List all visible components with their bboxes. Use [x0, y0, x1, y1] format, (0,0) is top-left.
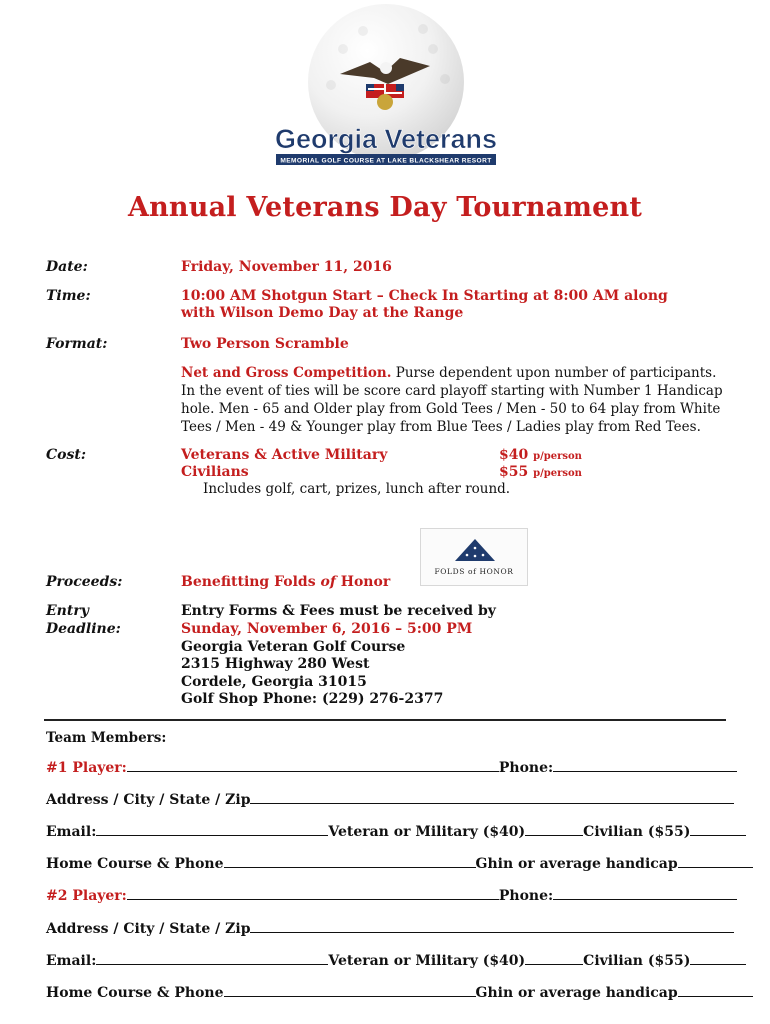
player-2-home-row	[46, 984, 753, 1001]
player-1-email-field[interactable]	[96, 823, 328, 836]
player-1-row	[46, 759, 737, 776]
player-2-ghin-field[interactable]	[678, 984, 753, 997]
player-2-veteran-field[interactable]	[525, 952, 583, 965]
divider	[44, 719, 726, 721]
player-2-veteran-label: Veteran or Military ($40)	[328, 953, 526, 969]
player-2-home-field[interactable]	[224, 984, 476, 997]
logo-subtitle: MEMORIAL GOLF COURSE AT LAKE BLACKSHEAR RESORT	[280, 157, 492, 165]
date-label: Date:	[46, 259, 88, 275]
folds-of-honor-caption: FOLDS of HONOR	[434, 567, 514, 576]
folds-of-honor-logo	[420, 528, 528, 586]
cost-veterans-amount: $40	[499, 447, 529, 463]
player-2-ghin-label: Ghin or average handicap	[475, 985, 678, 1001]
player-1-email-label: Email:	[46, 824, 97, 840]
player-1-home-label: Home Course & Phone	[46, 856, 224, 872]
time-line-1: 10:00 AM Shotgun Start – Check In Starting at 8:00 AM along	[181, 288, 668, 304]
page-title: Annual Veterans Day Tournament	[127, 192, 643, 223]
proceeds-italic: of	[320, 574, 336, 590]
player-1-name-field[interactable]	[127, 759, 499, 772]
cost-veterans-unit: p/person	[533, 451, 582, 462]
cost-civilians-amount: $55	[499, 464, 529, 480]
logo-title: Georgia Veterans	[274, 124, 498, 154]
eagle-flag-emblem-icon	[330, 44, 440, 124]
player-1-email-row	[46, 823, 746, 840]
entry-phone: Golf Shop Phone: (229) 276-2377	[181, 691, 444, 707]
player-1-veteran-field[interactable]	[525, 823, 583, 836]
player-1-civilian-label: Civilian ($55)	[583, 824, 691, 840]
player-2-email-label: Email:	[46, 953, 97, 969]
entry-label-2: Deadline:	[46, 621, 121, 637]
proceeds-pre: Benefitting Folds	[181, 574, 321, 590]
flag-triangle-icon	[421, 529, 529, 565]
cost-civilians-price	[499, 464, 582, 480]
player-2-phone-field[interactable]	[553, 887, 737, 900]
entry-course-name: Georgia Veteran Golf Course	[181, 639, 406, 655]
team-members-heading: Team Members:	[46, 730, 167, 746]
entry-city: Cordele, Georgia 31015	[181, 674, 367, 690]
player-1-address-label: Address / City / State / Zip	[46, 792, 251, 808]
player-2-address-row	[46, 920, 734, 937]
player-2-email-field[interactable]	[96, 952, 328, 965]
player-1-address-field[interactable]	[250, 791, 734, 804]
cost-civilians-label: Civilians	[181, 464, 249, 480]
player-1-ghin-label: Ghin or average handicap	[475, 856, 678, 872]
cost-includes: Includes golf, cart, prizes, lunch after round.	[203, 481, 511, 497]
player-2-phone-label: Phone:	[498, 888, 554, 904]
format-rules: Purse dependent upon number of participants. In the event of ties will be score card playoff starting with Number 1 Handicap hole. Men - 65 and Older play from Gold Tees / Men - 50 to 64 play from White Tees / Men - 49 & Younger play from Blue Tees / Ladies play from Red Tees.	[181, 365, 723, 435]
time-line-2: with Wilson Demo Day at the Range	[181, 305, 464, 321]
player-1-home-row	[46, 855, 753, 872]
time-label: Time:	[46, 288, 91, 304]
cost-veterans-label: Veterans & Active Military	[181, 447, 388, 463]
player-1-label: #1 Player:	[46, 760, 127, 776]
format-details	[181, 364, 726, 436]
format-value: Two Person Scramble	[181, 336, 349, 352]
proceeds-post: Honor	[335, 574, 391, 590]
format-label: Format:	[46, 336, 108, 352]
date-value: Friday, November 11, 2016	[181, 259, 392, 275]
entry-label-1: Entry	[46, 603, 89, 619]
player-2-email-row	[46, 952, 746, 969]
player-2-civilian-field[interactable]	[690, 952, 746, 965]
cost-civilians-unit: p/person	[533, 468, 582, 479]
entry-line-1: Entry Forms & Fees must be received by	[181, 603, 496, 619]
player-2-address-field[interactable]	[250, 920, 734, 933]
player-2-label: #2 Player:	[46, 888, 127, 904]
player-2-name-field[interactable]	[127, 887, 499, 900]
player-1-phone-label: Phone:	[498, 760, 554, 776]
player-2-civilian-label: Civilian ($55)	[583, 953, 691, 969]
format-competition: Net and Gross Competition.	[181, 365, 392, 381]
player-1-civilian-field[interactable]	[690, 823, 746, 836]
proceeds-value	[181, 574, 390, 591]
cost-veterans-price	[499, 447, 582, 463]
georgia-veterans-logo	[270, 4, 502, 176]
player-2-address-label: Address / City / State / Zip	[46, 921, 251, 937]
entry-deadline-date: Sunday, November 6, 2016 – 5:00 PM	[181, 621, 473, 637]
player-2-row	[46, 887, 737, 904]
logo-wordmark	[270, 122, 502, 170]
proceeds-label: Proceeds:	[46, 574, 123, 590]
player-1-home-field[interactable]	[224, 855, 476, 868]
player-1-ghin-field[interactable]	[678, 855, 753, 868]
player-1-phone-field[interactable]	[553, 759, 737, 772]
player-2-home-label: Home Course & Phone	[46, 985, 224, 1001]
player-1-address-row	[46, 791, 734, 808]
player-1-veteran-label: Veteran or Military ($40)	[328, 824, 526, 840]
entry-address: 2315 Highway 280 West	[181, 656, 370, 672]
cost-label: Cost:	[46, 447, 86, 463]
